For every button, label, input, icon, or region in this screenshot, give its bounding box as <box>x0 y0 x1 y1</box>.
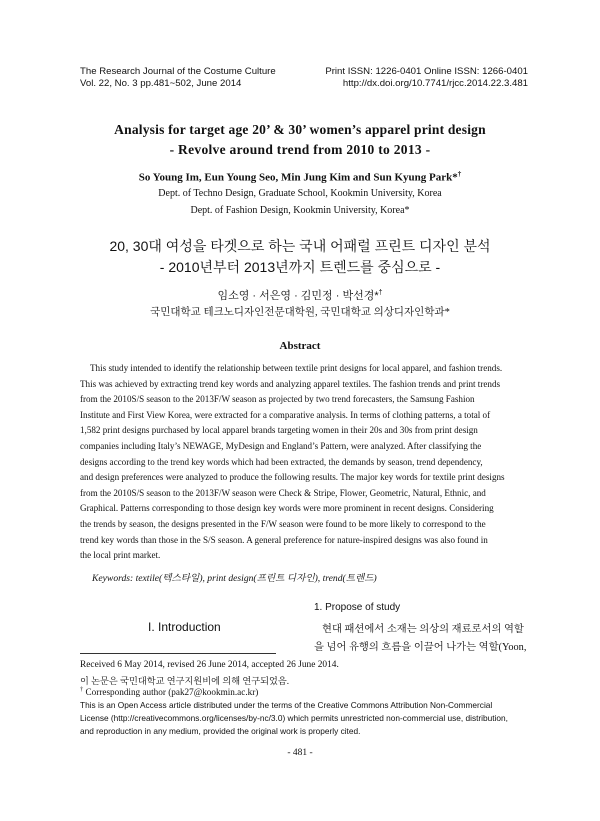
volume-info: Vol. 22, No. 3 pp.481~502, June 2014 <box>80 78 242 89</box>
received-dates: Received 6 May 2014, revised 26 June 2014, accepted 26 June 2014. <box>80 660 339 670</box>
affiliation-1: Dept. of Techno Design, Graduate School, Kookmin University, Korea <box>158 188 442 199</box>
corresponding-mark: † <box>457 170 462 178</box>
license-line: License (http://creativecommons.org/licenses/by-nc/3.0) which permits unrestricted non-commercial use, distribution, <box>80 713 508 723</box>
corresponding-footnote-mark: † <box>80 686 84 693</box>
abstract-line: trend key words than those in the S/S season. A general preference for nature-inspired designs was also found in <box>80 534 488 545</box>
abstract-line: This study intended to identify the relationship between textile print designs for local apparel, and fashion trends. <box>90 363 503 373</box>
korean-author-list <box>0 287 600 303</box>
author-list <box>0 170 600 184</box>
affiliation-2: Dept. of Fashion Design, Kookmin University, Korea* <box>190 205 410 216</box>
paper-title: Analysis for target age 20’ & 30’ women’s apparel print design <box>114 122 486 137</box>
corresponding-author-text: Corresponding author (pak27@kookmin.ac.kr) <box>85 687 259 698</box>
paper-subtitle: - Revolve around trend from 2010 to 2013 - <box>169 142 431 157</box>
license-note <box>80 699 508 738</box>
abstract-line: and design preferences were analyzed to produce the following results. The major key words for textile print designs <box>80 472 505 483</box>
abstract-line: the trends by season, the designs presented in the F/W season were found to be more likely to correspond to the <box>80 518 486 529</box>
author-names: So Young Im, Eun Young Seo, Min Jung Kim and Sun Kyung Park* <box>138 171 458 184</box>
abstract-line: This was achieved by extracting trend key words and analyzing apparel textiles. The fashion trends and print trends <box>80 378 501 389</box>
abstract-line: designs according to the trend key words which had been extracted, the demands by season, trend dependency, <box>80 456 483 467</box>
abstract-line: companies including Italy’s NEWAGE, MyDesign and England’s Pattern, were analyzed. After classifying the <box>80 440 482 451</box>
body-line: 을 넘어 유행의 흐름을 이끌어 나가는 역할(Yoon, <box>314 642 527 653</box>
section-heading: I. Introduction <box>148 620 221 634</box>
journal-name: The Research Journal of the Costume Culture <box>80 66 276 77</box>
korean-affiliation: 국민대학교 테크노디자인전문대학원, 국민대학교 의상디자인학과* <box>150 307 450 318</box>
subsection-heading: 1. Propose of study <box>314 602 401 613</box>
keywords: Keywords: textile(텍스타일), print design(프린트 디자인), trend(트렌드) <box>92 573 377 584</box>
corresponding-author-note <box>80 686 258 697</box>
korean-subtitle: - 2010년부터 2013년까지 트렌드를 중심으로 - <box>159 259 441 275</box>
abstract-line: the local print market. <box>80 550 161 561</box>
abstract-line: from the 2010S/S season to the 2013F/W season as projected by two trend forecasters, the Samsung Fashion <box>80 394 475 405</box>
korean-title: 20, 30대 여성을 타겟으로 하는 국내 어패럴 프린트 디자인 분석 <box>109 238 491 254</box>
issn-info: Print ISSN: 1226-0401 Online ISSN: 1266-0401 <box>325 66 528 77</box>
page-number: - 481 - <box>287 748 313 758</box>
footnote-divider <box>80 653 276 654</box>
abstract-line: Graphical. Patterns corresponding to those design key words were more prominent in recent designs. Considering <box>80 503 494 514</box>
korean-corresponding-mark: † <box>378 289 383 297</box>
license-line: This is an Open Access article distributed under the terms of the Creative Commons Attribution Non-Commercial <box>80 700 493 710</box>
doi-link[interactable]: http://dx.doi.org/10.7741/rjcc.2014.22.3.481 <box>342 78 528 89</box>
license-line: and reproduction in any medium, provided the original work is properly cited. <box>80 726 361 736</box>
abstract-line: from the 2010S/S season to the 2013F/W season were Check & Stripe, Flower, Geometric, Natural, Ethnic, and <box>80 487 486 498</box>
abstract-line: Institute and First View Korea, were extracted for a comparative analysis. In terms of clothing patterns, a total of <box>80 409 491 420</box>
body-line: 현대 패션에서 소재는 의상의 재료로서의 역할 <box>322 624 524 635</box>
abstract-heading: Abstract <box>279 340 321 352</box>
abstract-body <box>80 361 530 564</box>
funding-note: 이 논문은 국민대학교 연구지원비에 의해 연구되었음. <box>80 676 290 686</box>
korean-author-names: 임소영 · 서은영 · 김민정 · 박선경* <box>217 290 379 302</box>
abstract-line: 1,582 print designs purchased by local apparel brands targeting women in their 20s and 30s from print design <box>80 425 478 436</box>
